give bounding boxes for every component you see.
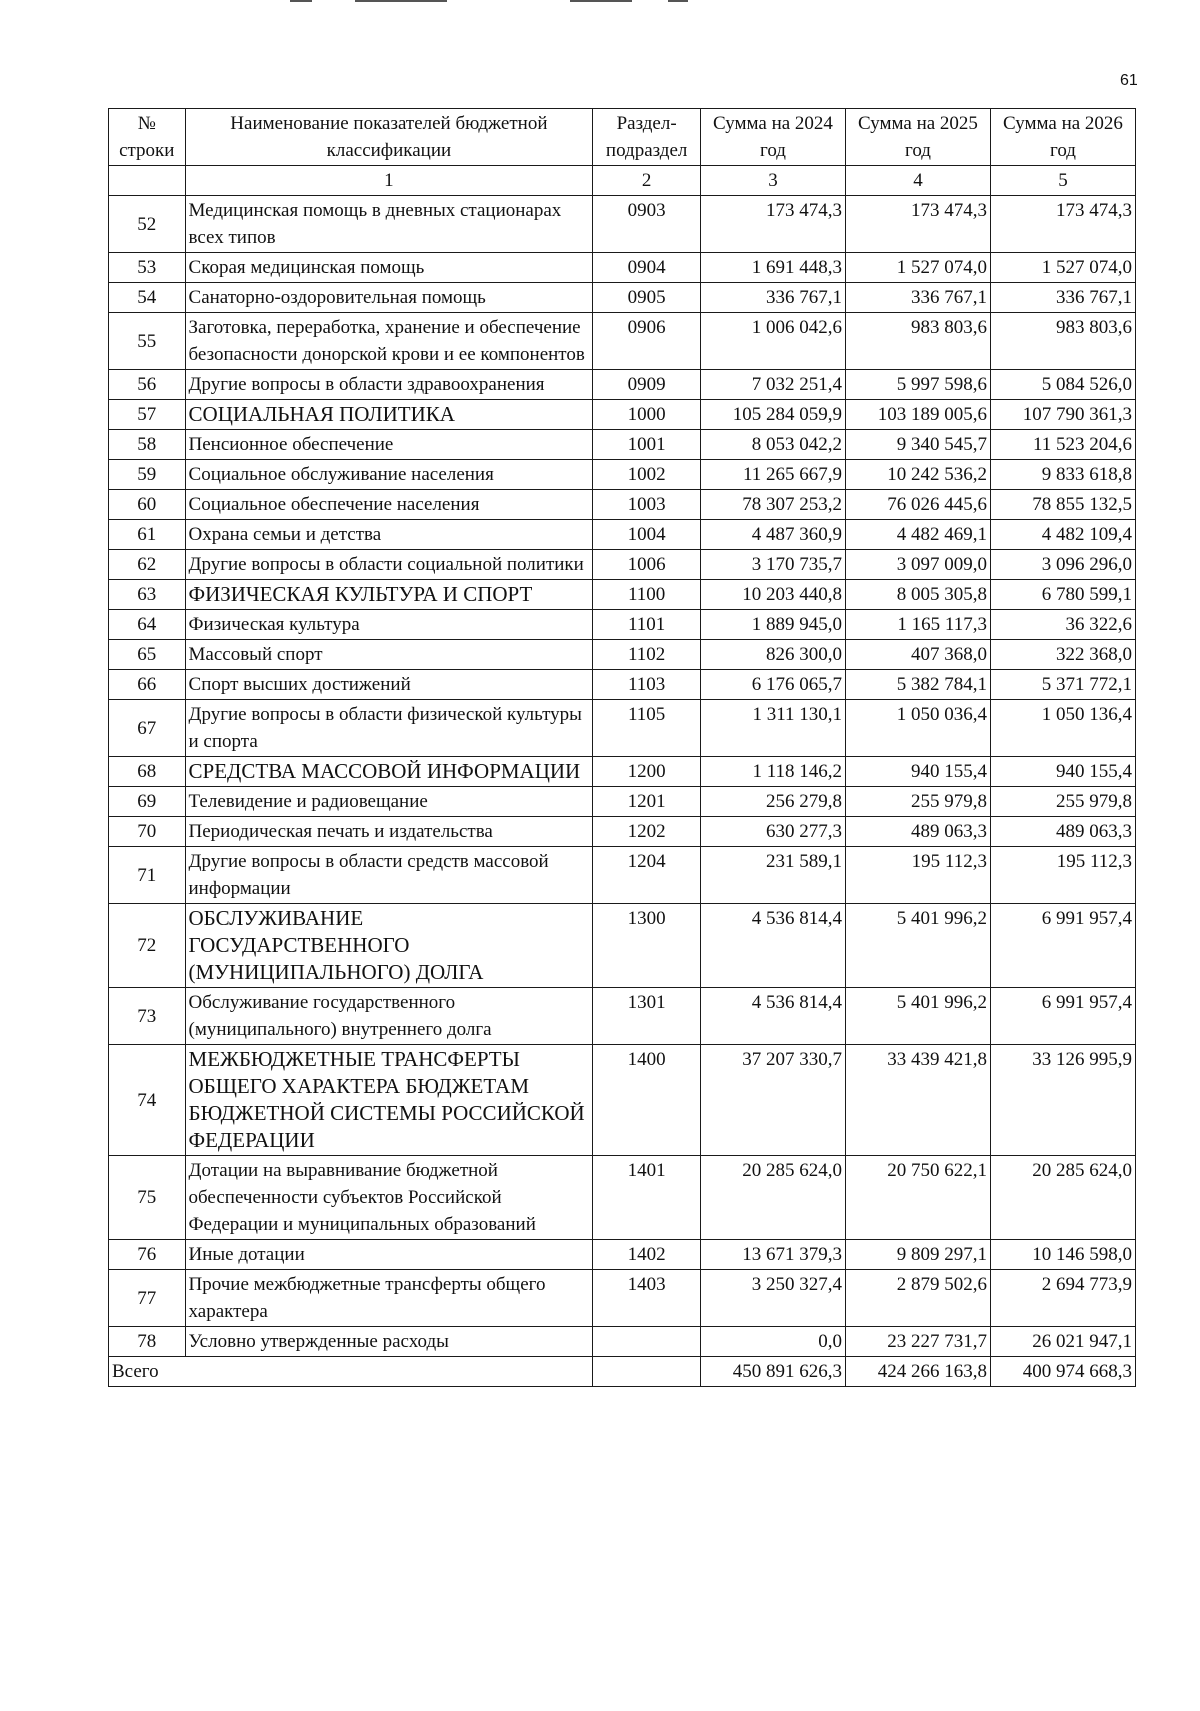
table-row — [109, 904, 1136, 988]
table-row — [109, 313, 1136, 370]
row-number: 52 — [109, 196, 186, 253]
row-number: 58 — [109, 430, 186, 460]
row-amount-2024: 3 250 327,4 — [701, 1270, 846, 1327]
row-amount-2024: 6 176 065,7 — [701, 670, 846, 700]
row-number: 63 — [109, 580, 186, 610]
row-number: 53 — [109, 253, 186, 283]
row-amount-2026: 940 155,4 — [990, 757, 1135, 787]
row-amount-2026: 255 979,8 — [990, 787, 1135, 817]
row-amount-2026: 6 991 957,4 — [990, 904, 1135, 988]
row-amount-2026: 2 694 773,9 — [990, 1270, 1135, 1327]
row-amount-2024: 10 203 440,8 — [701, 580, 846, 610]
row-number: 71 — [109, 847, 186, 904]
row-amount-2024: 336 767,1 — [701, 283, 846, 313]
table-row — [109, 490, 1136, 520]
row-number: 54 — [109, 283, 186, 313]
row-amount-2026: 1 527 074,0 — [990, 253, 1135, 283]
row-amount-2026: 336 767,1 — [990, 283, 1135, 313]
table-row — [109, 610, 1136, 640]
row-amount-2025: 5 382 784,1 — [845, 670, 990, 700]
row-number: 56 — [109, 370, 186, 400]
row-amount-2024: 1 889 945,0 — [701, 610, 846, 640]
row-amount-2025: 5 401 996,2 — [845, 904, 990, 988]
row-amount-2024: 1 311 130,1 — [701, 700, 846, 757]
table-row — [109, 1270, 1136, 1327]
row-amount-2024: 4 536 814,4 — [701, 988, 846, 1045]
row-amount-2024: 0,0 — [701, 1327, 846, 1357]
header-name: Наименование показателей бюджетной классификации — [185, 109, 593, 166]
column-number: 3 — [701, 166, 846, 196]
table-row — [109, 550, 1136, 580]
row-amount-2024: 826 300,0 — [701, 640, 846, 670]
row-amount-2025: 23 227 731,7 — [845, 1327, 990, 1357]
total-2024: 450 891 626,3 — [701, 1357, 846, 1387]
row-name: СРЕДСТВА МАССОВОЙ ИНФОРМАЦИИ — [185, 757, 593, 787]
row-amount-2025: 336 767,1 — [845, 283, 990, 313]
table-row — [109, 196, 1136, 253]
table-row — [109, 817, 1136, 847]
scan-mark — [290, 0, 312, 2]
row-amount-2025: 3 097 009,0 — [845, 550, 990, 580]
row-amount-2026: 26 021 947,1 — [990, 1327, 1135, 1357]
row-name: Медицинская помощь в дневных стационарах всех типов — [185, 196, 593, 253]
row-code: 0903 — [593, 196, 701, 253]
total-label: Всего — [109, 1357, 593, 1387]
row-amount-2024: 1 691 448,3 — [701, 253, 846, 283]
budget-table — [108, 108, 1136, 1387]
row-amount-2025: 8 005 305,8 — [845, 580, 990, 610]
row-amount-2026: 173 474,3 — [990, 196, 1135, 253]
row-amount-2026: 5 084 526,0 — [990, 370, 1135, 400]
scan-mark — [570, 0, 632, 2]
table-row — [109, 253, 1136, 283]
row-amount-2026: 4 482 109,4 — [990, 520, 1135, 550]
row-amount-2024: 3 170 735,7 — [701, 550, 846, 580]
row-code: 1002 — [593, 460, 701, 490]
row-code: 0904 — [593, 253, 701, 283]
row-code: 1202 — [593, 817, 701, 847]
row-number: 61 — [109, 520, 186, 550]
row-amount-2025: 255 979,8 — [845, 787, 990, 817]
row-number: 76 — [109, 1240, 186, 1270]
row-code: 1102 — [593, 640, 701, 670]
row-name: Другие вопросы в области социальной политики — [185, 550, 593, 580]
row-code: 0905 — [593, 283, 701, 313]
row-amount-2025: 4 482 469,1 — [845, 520, 990, 550]
row-amount-2024: 105 284 059,9 — [701, 400, 846, 430]
row-amount-2026: 10 146 598,0 — [990, 1240, 1135, 1270]
table-row — [109, 1240, 1136, 1270]
row-amount-2024: 13 671 379,3 — [701, 1240, 846, 1270]
row-amount-2025: 195 112,3 — [845, 847, 990, 904]
table-row — [109, 460, 1136, 490]
row-code: 1204 — [593, 847, 701, 904]
table-row — [109, 580, 1136, 610]
row-amount-2024: 173 474,3 — [701, 196, 846, 253]
total-row — [109, 1357, 1136, 1387]
row-name: МЕЖБЮДЖЕТНЫЕ ТРАНСФЕРТЫ ОБЩЕГО ХАРАКТЕРА БЮДЖЕТАМ БЮДЖЕТНОЙ СИСТЕМЫ РОССИЙСКОЙ ФЕДЕРАЦИИ — [185, 1045, 593, 1156]
row-number: 73 — [109, 988, 186, 1045]
column-number: 4 — [845, 166, 990, 196]
row-amount-2024: 231 589,1 — [701, 847, 846, 904]
table-row — [109, 988, 1136, 1045]
row-amount-2025: 1 050 036,4 — [845, 700, 990, 757]
row-amount-2025: 173 474,3 — [845, 196, 990, 253]
row-name: Иные дотации — [185, 1240, 593, 1270]
row-code: 1105 — [593, 700, 701, 757]
row-number: 78 — [109, 1327, 186, 1357]
row-code: 1100 — [593, 580, 701, 610]
scan-mark — [355, 0, 447, 2]
row-code: 1301 — [593, 988, 701, 1045]
row-amount-2025: 2 879 502,6 — [845, 1270, 990, 1327]
row-code: 0906 — [593, 313, 701, 370]
table-row — [109, 640, 1136, 670]
table-row — [109, 400, 1136, 430]
row-amount-2024: 1 006 042,6 — [701, 313, 846, 370]
row-number: 64 — [109, 610, 186, 640]
row-amount-2026: 6 780 599,1 — [990, 580, 1135, 610]
row-name: Дотации на выравнивание бюджетной обеспеченности субъектов Российской Федерации и муниципальных образований — [185, 1156, 593, 1240]
column-number: 5 — [990, 166, 1135, 196]
row-amount-2025: 103 189 005,6 — [845, 400, 990, 430]
table-row — [109, 787, 1136, 817]
header-no: № строки — [109, 109, 186, 166]
row-name: ФИЗИЧЕСКАЯ КУЛЬТУРА И СПОРТ — [185, 580, 593, 610]
row-amount-2024: 630 277,3 — [701, 817, 846, 847]
row-amount-2024: 256 279,8 — [701, 787, 846, 817]
row-amount-2025: 5 997 598,6 — [845, 370, 990, 400]
row-name: Пенсионное обеспечение — [185, 430, 593, 460]
row-amount-2024: 37 207 330,7 — [701, 1045, 846, 1156]
row-amount-2026: 5 371 772,1 — [990, 670, 1135, 700]
row-amount-2024: 4 487 360,9 — [701, 520, 846, 550]
row-amount-2026: 1 050 136,4 — [990, 700, 1135, 757]
row-amount-2026: 20 285 624,0 — [990, 1156, 1135, 1240]
row-amount-2025: 983 803,6 — [845, 313, 990, 370]
row-code: 1103 — [593, 670, 701, 700]
row-name: Социальное обеспечение населения — [185, 490, 593, 520]
row-amount-2026: 322 368,0 — [990, 640, 1135, 670]
total-code-empty — [593, 1357, 701, 1387]
row-code: 1000 — [593, 400, 701, 430]
row-number: 60 — [109, 490, 186, 520]
row-amount-2024: 78 307 253,2 — [701, 490, 846, 520]
table-row — [109, 1045, 1136, 1156]
row-name: Обслуживание государственного (муниципального) внутреннего долга — [185, 988, 593, 1045]
row-name: Спорт высших достижений — [185, 670, 593, 700]
column-number: 1 — [185, 166, 593, 196]
row-code: 1003 — [593, 490, 701, 520]
header-2025: Сумма на 2025 год — [845, 109, 990, 166]
row-name: Другие вопросы в области физической культуры и спорта — [185, 700, 593, 757]
row-amount-2026: 78 855 132,5 — [990, 490, 1135, 520]
row-code: 1101 — [593, 610, 701, 640]
row-code: 1006 — [593, 550, 701, 580]
row-name: Другие вопросы в области здравоохранения — [185, 370, 593, 400]
table-row — [109, 670, 1136, 700]
table-row — [109, 1156, 1136, 1240]
header-2026: Сумма на 2026 год — [990, 109, 1135, 166]
total-2025: 424 266 163,8 — [845, 1357, 990, 1387]
row-code: 1400 — [593, 1045, 701, 1156]
row-amount-2025: 940 155,4 — [845, 757, 990, 787]
table-row — [109, 757, 1136, 787]
column-number-row — [109, 166, 1136, 196]
row-amount-2026: 983 803,6 — [990, 313, 1135, 370]
column-number-empty — [109, 166, 186, 196]
row-name: Телевидение и радиовещание — [185, 787, 593, 817]
row-number: 65 — [109, 640, 186, 670]
row-code: 1004 — [593, 520, 701, 550]
table-row — [109, 370, 1136, 400]
row-amount-2024: 8 053 042,2 — [701, 430, 846, 460]
row-amount-2024: 7 032 251,4 — [701, 370, 846, 400]
row-name: Прочие межбюджетные трансферты общего характера — [185, 1270, 593, 1327]
row-amount-2025: 33 439 421,8 — [845, 1045, 990, 1156]
row-code: 1300 — [593, 904, 701, 988]
row-code: 1402 — [593, 1240, 701, 1270]
row-amount-2026: 33 126 995,9 — [990, 1045, 1135, 1156]
header-2024: Сумма на 2024 год — [701, 109, 846, 166]
row-amount-2026: 36 322,6 — [990, 610, 1135, 640]
row-name: Другие вопросы в области средств массовой информации — [185, 847, 593, 904]
row-number: 72 — [109, 904, 186, 988]
table-row — [109, 1327, 1136, 1357]
row-number: 55 — [109, 313, 186, 370]
row-number: 69 — [109, 787, 186, 817]
row-code: 1401 — [593, 1156, 701, 1240]
header-row — [109, 109, 1136, 166]
row-name: Условно утвержденные расходы — [185, 1327, 593, 1357]
row-amount-2026: 11 523 204,6 — [990, 430, 1135, 460]
row-amount-2025: 76 026 445,6 — [845, 490, 990, 520]
row-number: 59 — [109, 460, 186, 490]
table-row — [109, 283, 1136, 313]
row-number: 68 — [109, 757, 186, 787]
row-code: 0909 — [593, 370, 701, 400]
table-row — [109, 520, 1136, 550]
row-number: 75 — [109, 1156, 186, 1240]
row-number: 67 — [109, 700, 186, 757]
row-amount-2026: 6 991 957,4 — [990, 988, 1135, 1045]
row-name: Массовый спорт — [185, 640, 593, 670]
row-code: 1403 — [593, 1270, 701, 1327]
table-row — [109, 700, 1136, 757]
row-amount-2026: 489 063,3 — [990, 817, 1135, 847]
row-amount-2025: 10 242 536,2 — [845, 460, 990, 490]
row-amount-2025: 9 340 545,7 — [845, 430, 990, 460]
row-number: 62 — [109, 550, 186, 580]
row-amount-2026: 195 112,3 — [990, 847, 1135, 904]
row-code: 1201 — [593, 787, 701, 817]
row-number: 77 — [109, 1270, 186, 1327]
row-name: Периодическая печать и издательства — [185, 817, 593, 847]
header-code: Раздел-подраздел — [593, 109, 701, 166]
row-amount-2026: 3 096 296,0 — [990, 550, 1135, 580]
column-number: 2 — [593, 166, 701, 196]
row-name: Охрана семьи и детства — [185, 520, 593, 550]
row-number: 66 — [109, 670, 186, 700]
page-number: 61 — [1120, 72, 1138, 89]
row-amount-2025: 407 368,0 — [845, 640, 990, 670]
table-row — [109, 847, 1136, 904]
row-number: 57 — [109, 400, 186, 430]
row-number: 74 — [109, 1045, 186, 1156]
row-name: ОБСЛУЖИВАНИЕ ГОСУДАРСТВЕННОГО (МУНИЦИПАЛЬНОГО) ДОЛГА — [185, 904, 593, 988]
row-code: 1200 — [593, 757, 701, 787]
row-name: СОЦИАЛЬНАЯ ПОЛИТИКА — [185, 400, 593, 430]
total-2026: 400 974 668,3 — [990, 1357, 1135, 1387]
row-code — [593, 1327, 701, 1357]
row-amount-2025: 20 750 622,1 — [845, 1156, 990, 1240]
row-number: 70 — [109, 817, 186, 847]
row-amount-2026: 107 790 361,3 — [990, 400, 1135, 430]
table-row — [109, 430, 1136, 460]
row-amount-2024: 4 536 814,4 — [701, 904, 846, 988]
row-name: Санаторно-оздоровительная помощь — [185, 283, 593, 313]
row-amount-2025: 5 401 996,2 — [845, 988, 990, 1045]
row-amount-2025: 1 165 117,3 — [845, 610, 990, 640]
row-name: Социальное обслуживание населения — [185, 460, 593, 490]
row-amount-2025: 1 527 074,0 — [845, 253, 990, 283]
row-amount-2025: 489 063,3 — [845, 817, 990, 847]
row-amount-2024: 1 118 146,2 — [701, 757, 846, 787]
scan-mark — [668, 0, 688, 2]
row-amount-2024: 11 265 667,9 — [701, 460, 846, 490]
row-name: Заготовка, переработка, хранение и обеспечение безопасности донорской крови и ее компонентов — [185, 313, 593, 370]
row-amount-2024: 20 285 624,0 — [701, 1156, 846, 1240]
row-amount-2026: 9 833 618,8 — [990, 460, 1135, 490]
row-code: 1001 — [593, 430, 701, 460]
row-name: Физическая культура — [185, 610, 593, 640]
row-name: Скорая медицинская помощь — [185, 253, 593, 283]
row-amount-2025: 9 809 297,1 — [845, 1240, 990, 1270]
